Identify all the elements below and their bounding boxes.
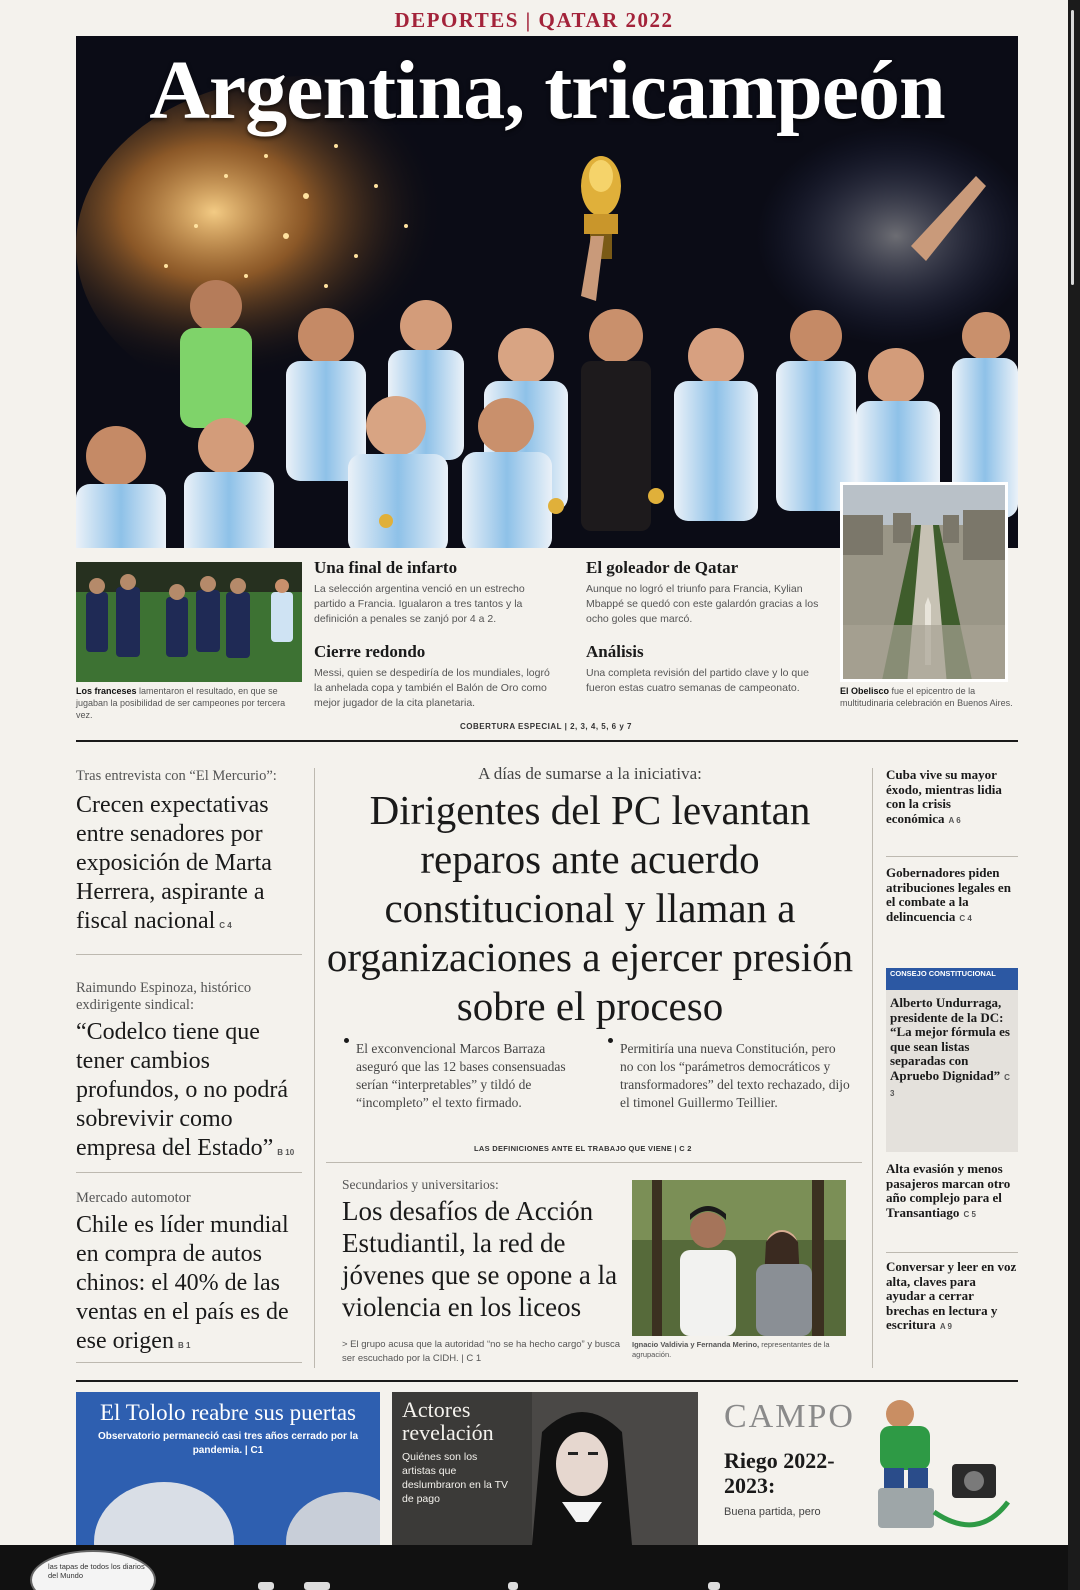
story-kicker: Tras entrevista con “El Mercurio”: [76, 768, 277, 784]
divider [76, 740, 1018, 742]
nav-icon[interactable] [304, 1582, 330, 1590]
nav-icon[interactable] [708, 1582, 720, 1590]
brief-title: El goleador de Qatar [586, 558, 739, 577]
nav-icon[interactable] [508, 1582, 518, 1590]
students-caption: Ignacio Valdivia y Fernanda Merino, representantes de la agrupación. [632, 1340, 830, 1359]
campo-headline: Riego 2022-2023: [724, 1448, 835, 1498]
left-story-1[interactable] [76, 768, 302, 940]
students-photo [632, 1180, 846, 1336]
nav-icon[interactable] [258, 1582, 274, 1590]
divider [326, 1162, 862, 1163]
second-story-kicker: Secundarios y universitarios: [342, 1177, 499, 1192]
divider [76, 1172, 302, 1173]
consejo-tag: CONSEJO CONSTITUCIONAL [886, 968, 1018, 990]
obelisk-caption: El Obelisco fue el epicentro de la multitudinaria celebración en Buenos Aires. [840, 686, 1013, 708]
main-story-sub-right: Permitiría una nueva Constitución, pero no con los “parámetros democráticos y transformadores” del texto rechazado, dijo el timonel Guillermo Teillier. [620, 1041, 850, 1110]
tololo-text: Observatorio permaneció casi tres años cerrado por la pandemia. | C1 [97, 1431, 359, 1456]
story-headline: Crecen expectativas entre senadores por exposición de Marta Herrera, aspirante a fiscal nacional C 4 [76, 792, 272, 934]
brief-analisis[interactable] [586, 642, 826, 696]
french-players-photo [76, 562, 302, 682]
second-story-headline[interactable]: Los desafíos de Acción Estudiantil, la red de jóvenes que se opone a la violencia en los liceos [342, 1196, 618, 1322]
right-brief-cuba[interactable]: Cuba vive su mayor éxodo, mientras lidia con la crisis económica A 6 [886, 767, 1002, 826]
main-story-sub-left: El exconvencional Marcos Barraza aseguró que las 12 bases consensuadas serían “interpretables” y tildó de “incompleto” el texto firmado. [356, 1041, 566, 1110]
column-divider [314, 768, 315, 1368]
column-divider [872, 768, 873, 1368]
story-headline: Chile es líder mundial en compra de autos chinos: el 40% de las ventas en el país es de ese origen B 1 [76, 1212, 289, 1354]
app-bottom-bar [0, 1545, 1068, 1590]
definiciones-ref: LAS DEFINICIONES ANTE EL TRABAJO QUE VIENE | C 2 [474, 1144, 692, 1153]
left-story-3[interactable] [76, 1190, 302, 1360]
scroll-track [1068, 0, 1080, 1590]
scrollbar-thumb[interactable] [1071, 10, 1074, 285]
tololo-promo[interactable] [76, 1392, 380, 1545]
brief-title: Cierre redondo [314, 642, 426, 661]
divider [886, 856, 1018, 857]
right-brief-gobernadores[interactable]: Gobernadores piden atribuciones legales en el combate a la delincuencia C 4 [886, 865, 1011, 924]
brief-text: La selección argentina venció en un estrecho partido a Francia. Igualaron a tres tantos y la definición a penales se zanjó por 4 a 2. [314, 583, 525, 625]
campo-text: Buena partida, pero [724, 1506, 821, 1518]
divider [76, 1380, 1018, 1382]
brief-text: Aunque no logró el triunfo para Francia, Kylian Mbappé se quedó con este galardón gracias a los ocho goles que marcó. [586, 583, 819, 625]
story-headline: “Codelco tiene que tener cambios profundos, o no podrá sobrevivir como empresa del Estado” B 10 [76, 1019, 295, 1161]
actores-promo[interactable] [392, 1392, 698, 1545]
story-kicker: Raimundo Espinoza, histórico exdirigente sindical: [76, 980, 252, 1013]
brief-cierre[interactable] [314, 642, 554, 711]
brief-text: Una completa revisión del partido clave y lo que fueron estas cuatro semanas de campeonato. [586, 667, 809, 694]
bullet-icon [344, 1038, 349, 1043]
hero-headline[interactable]: Argentina, tricampeón [149, 44, 945, 137]
right-brief-lectura[interactable]: Conversar y leer en voz alta, claves para ayudar a cerrar brechas en lectura y escritura A 9 [886, 1259, 1017, 1332]
campo-brand: CAMPO [724, 1398, 855, 1435]
campo-promo[interactable] [708, 1392, 1018, 1545]
right-brief-transantiago[interactable]: Alta evasión y menos pasajeros marcan otro año complejo para el Transantiago C 5 [886, 1161, 1011, 1220]
brief-goleador[interactable] [586, 558, 826, 627]
divider [76, 1362, 302, 1363]
brief-final[interactable] [314, 558, 554, 627]
french-caption: Los franceses lamentaron el resultado, en que se jugaban la posibilidad de ser campeones por tercera vez. [76, 686, 286, 720]
section-label: DEPORTES | QATAR 2022 [394, 8, 674, 32]
actores-text: Quiénes son los artistas que deslumbraron en la TV de pago [402, 1451, 509, 1505]
divider [886, 1252, 1018, 1253]
right-brief-undurraga: Alberto Undurraga, presidente de la DC: “La mejor fórmula es que sean listas separadas con Apruebo Dignidad” C 3 [890, 995, 1010, 1098]
brief-title: Una final de infarto [314, 558, 458, 577]
brief-text: Messi, quien se despediría de los mundiales, logró la anhelada copa y también el Balón de Oro como mejor jugador de la cita planetaria. [314, 667, 550, 709]
profile-avatar[interactable]: las tapas de todos los diarios del Mundo [30, 1550, 156, 1590]
tololo-title: El Tololo reabre sus puertas [99, 1400, 356, 1425]
left-story-2[interactable] [76, 980, 302, 1167]
bullet-icon [608, 1038, 613, 1043]
obelisk-photo [840, 482, 1008, 682]
consejo-box[interactable] [886, 990, 1018, 1152]
brief-title: Análisis [586, 642, 644, 661]
main-story-kicker: A días de sumarse a la iniciativa: [478, 764, 702, 783]
cobertura-especial: COBERTURA ESPECIAL | 2, 3, 4, 5, 6 y 7 [460, 722, 632, 731]
story-kicker: Mercado automotor [76, 1190, 191, 1206]
hero-photo [76, 36, 1018, 548]
actores-title: Actores revelación [402, 1397, 494, 1445]
second-story-sub: > El grupo acusa que la autoridad “no se ha hecho cargo” y busca ser escuchado por la CIDH. | C 1 [342, 1339, 621, 1364]
divider [76, 954, 302, 955]
main-story-headline[interactable]: Dirigentes del PC levantan reparos ante acuerdo constitucional y llaman a organizaciones a ejercer presión sobre el proceso [326, 787, 854, 1029]
